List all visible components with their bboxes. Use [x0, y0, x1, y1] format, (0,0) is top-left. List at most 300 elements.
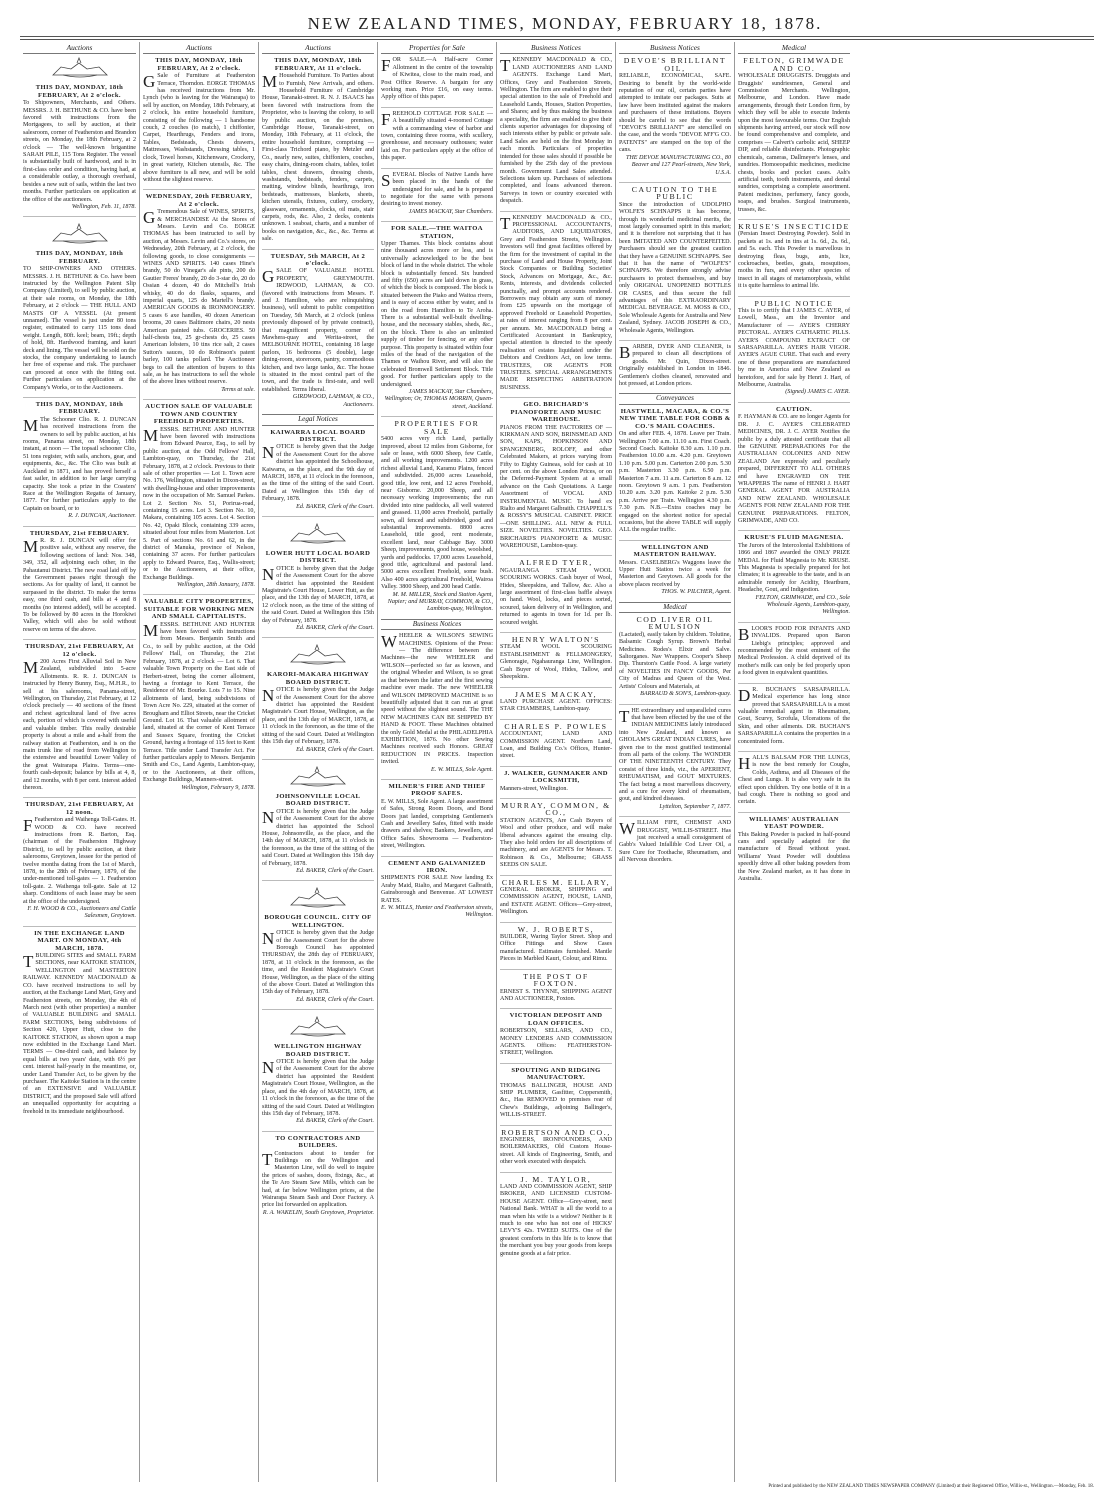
ad-signature: Ed. BAKER, Clerk of the Court.	[296, 1118, 374, 1125]
ad-text: This is to certify that I JAMES C. AYER, of Lowell, Mass., am the Inventor and Manufacturer of — AYER'S CHERRY PECTORAL. AYER'S CATHARTIC PILLS. AYER'S COMPOUND EXTRACT OF SARSAPARILLA. AYER'S HAIR VIGOR. AYER'S AGUE CURE. That each and every one of these preparations are manufactured by me in America and New Zealand as heretofore, and for sale by Henri J. Hart, of Melbourne, Australia.	[738, 308, 850, 389]
advertisement	[500, 1008, 612, 1057]
advertisement	[738, 57, 850, 214]
ad-body	[23, 659, 136, 792]
ad-body	[738, 543, 850, 595]
advertisement	[23, 797, 136, 921]
ad-title: THURSDAY, 21st FEBRUARY.	[29, 529, 130, 537]
advertisement	[738, 402, 850, 526]
ad-body	[738, 73, 850, 214]
ad-text: OR SALE.—A Half-acre Corner Allotment in the centre of the township of Kiwitea, close to the main road, and Post Office Reserve. A bargain for any working man. Price £16, on easy terms. Apply office of this paper.	[381, 57, 493, 101]
ad-body	[619, 820, 731, 864]
ad-signature: Ed. BAKER, Clerk of the Court.	[296, 746, 374, 753]
ad-title: THIS DAY, MONDAY, 18th FEBRUARY, At 11 o'clock.	[274, 57, 362, 72]
ad-title: ALFRED TYER,	[519, 558, 593, 568]
ad-text: GENERAL BROKER, SHIPPING and COMMISSION AGENT, HOUSE, LAND, and ESTATE AGENT. Offices—Grey-street, Wellington.	[500, 887, 612, 916]
drop-cap: N	[262, 686, 275, 706]
advertisement	[23, 57, 136, 211]
advertisement	[500, 687, 612, 714]
ad-text: Messrs. CASELBERG's Waggons leave the Upper Hutt Station twice a week for Masterton and Greytown. All goods for the above places received by	[619, 559, 731, 588]
ad-body	[738, 687, 850, 746]
advertisement	[619, 816, 731, 864]
ad-text: HE extraordinary and unparalleled cures that have been effected by the use of the INDIAN MEDICINES lately introduced into New Zealand, and known as GHOLAM'S GREAT INDIAN CURES, have given rise to the most gratified testimonial from all parts of the colony. The WONDER OF THE NINETEENTH CENTURY. They consist of three kinds, viz., the APERIENT, RHEUMATISM, and GOUT MIXTURES. The fact being a most marvellous discovery, and a cure for every kind of rheumatism, gout, and kindred diseases.	[619, 707, 731, 803]
ad-text: ACCOUNTANT, LAND AND COMMISSION AGENT. Northern Land, Loan, and Building Co.'s Offices, Hunter-street.	[500, 731, 612, 760]
advertisement	[262, 249, 374, 410]
ad-text: SALE OF VALUABLE HOTEL PROPERTY, GREYMOUTH. IRDWOOD, LAHMAN, & CO. (favored with instructions from Messrs. F. and J. Hamilton, who are relinquishing business), will submit to public competition on Tuesday, 5th March, at 2 o'clock (unless previously disposed of by private contract), that magnificent property, corner of Mawhera-quay and Werita-street, the MELBOURNE HOTEL, containing 18 large parlors, 16 bedrooms (5 double), large dining-room, storeroom, pantry, commodious kitchen, and two large tanks, &c. The house is situated in the most central part of the town, and the trade is first-rate, and well established. Terms liberal.	[262, 268, 374, 393]
drop-cap: F	[23, 816, 33, 836]
ad-body	[381, 799, 493, 851]
advertisement	[619, 57, 731, 177]
column-7	[734, 42, 853, 1482]
column-header: Medical	[738, 44, 850, 54]
ad-title: J. WALKER, GUNMAKER AND LOCKSMITH,	[504, 769, 608, 785]
drop-cap: M	[23, 536, 39, 556]
ad-text: ERNEST S. THYNNE, SHIPPING AGENT AND AUCTIONEER, Foxton.	[500, 988, 612, 1002]
ad-text: Since the introduction of UDOLPHO WOLFE'S SCHNAPPS it has become, through its wonderful medicinal merits, the most largely consumed spirit in this market; and it is therefore not surprising that it has been IMITATED AND COUNTERFEITED. Purchasers should see the greatest caution that they have a GENUINE SCHNAPPS. See that it has the name of "WOLFE'S" SCHNAPPS. We therefore strongly advise purchasers to protect themselves, and buy only ORIGINAL UNOPENED BOTTLES OR CASES, and thus secure the full advantages of this EXTRAORDINARY MEDICAL BEVERAGE. M. MOSS & CO., Sole Wholesale Agents for Australia and New Zealand, Sydney. JACOB JOSEPH & CO., Wholesale Agents, Wellington.	[619, 201, 731, 334]
advertisement	[262, 637, 374, 753]
ad-body	[262, 1151, 374, 1210]
ad-text: OTICE is hereby given that the Judge of the Assessment Court for the above district has appointed the Resident Magistrate's Court House, Wellington, as the place, and the 4th day of MARCH, 1878, at 11 o'clock in the forenoon, as the time of the sitting of the said Court. Dated at Wellington this 15th day of February, 1878.	[262, 1059, 374, 1117]
column-header: Business Notices	[500, 44, 612, 54]
ad-title: THIS DAY, MONDAY, 18th FEBRUARY, At 2 o'clock.	[155, 57, 243, 72]
advertisement	[500, 875, 612, 917]
drop-cap: W	[619, 819, 636, 839]
ad-body	[500, 989, 612, 1004]
drop-cap: T	[23, 952, 34, 972]
column-header: Auctions	[23, 44, 136, 54]
ad-title: J. M. TAYLOR,	[520, 1174, 592, 1184]
advertisement	[143, 189, 255, 394]
ad-signature: JAMES MACKAY, Star Chambers, Wellington; Or, THOMAS MORRIN, Queen-street, Auckland.	[384, 389, 493, 410]
ad-body	[381, 111, 493, 163]
column-header: Auctions	[262, 44, 374, 54]
masthead-rule-top	[20, 36, 1094, 37]
ad-text: ILLIAM FIFE, CHEMIST AND DRUGGIST, WILLIS-STREET. Has just received a small consignment of Gabb's Valued Infallible Cod Liver Oil, a Sure Cure for Toothache, Rheumatism, and all Nervous disorders.	[619, 820, 731, 864]
ad-title: WEDNESDAY, 20th FEBRUARY, At 2 o'clock.	[145, 193, 253, 208]
ad-text: To Shipowners, Merchants, and Others. MESSRS. J. H. BETHUNE & CO. have been favored with instructions from the Mortgagees, to sell by auction, at their salesroom, corner of Featherston and Brandon streets, on Monday, the 18th February, at 2 o'clock — The well-known brigantine SARAH PILE, 115 Tons Register. The vessel is substantially built of hardwood, and is in first-class order and condition, having had, at a considerable outlay, a thorough overhaul, besides a new suit of sails, within the last two months. Further particulars on application at the office of the auctioneers.	[23, 100, 136, 203]
ad-text: KENNEDY MACDONALD & CO., PROFESSIONAL ACCOUNTANTS, AUDITORS, AND LIQUIDATORS, Grey and Featherston Streets, Wellington. Investors will find great facilities offered by the firm for the investment of capital in the purchase of Land and House Property, Joint Stock Companies or Building Societies' Stock, Advances on Mortgage, &c., &c. Rents, interests, and dividends collected punctually, and prompt accounts rendered. Borrowers may obtain any sum of money from £25 upwards on the mortgage of approved Freehold or Leasehold Properties, at rates of interest ranging from 8 per cent. per annum. Mr. MACDONALD being a Certificated Accountant in Bankruptcy, special attention is directed to the speedy realisation of estates liquidated under the Debtors and Creditors Act, on low terms. TRUSTEES, OR AGENTS FOR TRUSTEES. SPECIAL ARRANGEMENTS MADE RESPECTING ARBITRATION BUSINESS.	[500, 214, 612, 391]
ad-title: SPOUTING AND RIDGING MANUFACTORY.	[511, 1066, 601, 1082]
ad-text: Manners-street, Wellington.	[500, 785, 568, 792]
advertisement	[143, 399, 255, 589]
advertisement	[738, 296, 850, 397]
ad-body	[262, 566, 374, 625]
advertisement	[500, 1063, 612, 1120]
drop-cap: M	[23, 658, 39, 678]
advertisement	[619, 616, 731, 698]
advertisement	[738, 530, 850, 616]
ad-text: BUILDING SITES and SMALL FARM SECTIONS, near KAITOKE STATION, WELLINGTON and MASTERTON RAILWAY. KENNEDY MACDONALD & CO. have received instructions to sell by auction, at the Exchange Land Mart, Grey and Featherston streets, on Monday, the 4th of March next (with other properties) a number of VALUABLE BUILDING and SMALL FARM SECTIONS, being subdivisions of Section 420, Upper Hutt, close to the KAITOKE STATION, as shown upon a map now exhibited in the Exchange Land Mart. TERMS — One-third cash, and balance by equal bills at two years' date, with 6½ per cent. interest half-yearly in the meantime, or, under Land Transfer Act, to be given by the purchaser. The Kaitoke Station is in the centre of an EXTENSIVE and VALUABLE DISTRICT, and the proposed Sale will afford an unequalled opportunity for acquiring a freehold in its immediate neighbourhood.	[23, 953, 136, 1115]
ad-body	[738, 626, 850, 678]
ad-body	[619, 708, 731, 804]
ad-text: (Lactated), easily taken by children. Tolutine, Balsamic Cough Syrup. Brown's Herbal Medicines. Rodes's Elixir and Salve. Saltorganes. Nav Wrappers. Cooper's Sheep Dip. Thurston's Cattle Food. A large variety of NOVELTIES IN FANCY GOODS, Per City of Madras and Queen of the West. Artists' Colours and Materials, at	[619, 631, 731, 690]
advertisement	[500, 555, 612, 627]
advertisement	[619, 340, 731, 388]
drop-cap: M	[23, 415, 39, 435]
ad-text: Upper Thames. This block contains about nine thousand acres more or less, and is universally acknowledged to be the best block of land in the whole district. The whole block is substantially fenced. Six hundred and fifty (650) acres are laid down in grass, of which the block is composed. The block is situated between the Piako and Waitoa rivers, and is easy of access either by water, and is on the road from Hamilton to Te Aroha. There is a substantial well-built dwelling-house, and the necessary stables, sheds, &c., on the block. There is also an unlimited supply of timber for fencing, or any other purpose. This property is situated within four miles of the head of the navigation of the Thames or Waihou River, and will also the celebrated Bromwell Settlement Block. Title good. For further particulars apply to the undersigned.	[381, 240, 493, 388]
ad-signature: E. W. MILLS, Sole Agent.	[431, 766, 493, 773]
section-header: Business Notices	[381, 619, 493, 630]
ad-body	[500, 731, 612, 761]
ad-body	[500, 425, 612, 551]
ad-text: WHOLESALE DRUGGISTS. Druggists and Druggists' sundriesmen, General and Commission Merchants. Wellington, Melbourne, and London. Have made arrangements, through their London firm, by which they will be able to execute Indents upon the most favourable terms. Our English shipments having arrived, our stock will now be found comprehensive and complete, and comprises — Calvert's carbolic acid, SHEEP DIP, and reliable disinfectants. Photographic chemicals, cameras, Dallmeyer's lenses, and sundries. Homoeopathic medicines, medicine chests, books and pocket cases. Ash's artificial teeth, tooth instruments, and dental sundries, comprising a complete assortment. Patent medicines, perfumery, fancy goods, soaps, and brushes. Surgical instruments, trusses, &c.	[738, 73, 850, 213]
ad-title: THURSDAY, 21st FEBRUARY, At 12 noon.	[25, 801, 134, 816]
ad-text: PIANOS FROM THE FACTORIES OF — KIRKMAN AND SON, BRINSMEAD AND SON, KAPS, HOPKINSON AND SPANGENBERG, ROLOFF, and other Celebrated Makers, at prices varying from Fifty to Eighty Guineas, sold for cash at 10 per cent. on the above London Prices, or on the Deferred-Payment System at a small advance on the Cash Quotations. A Large Assortment of VOCAL AND INSTRUMENTAL MUSIC To hand ex Rialto and Margaret Galbraith. CHAPPELL'S & ROSSY'S MUSICAL CABINET. PRICE—ONE SHILLING. ALL NEW & FULL SIZE. NOVELTIES. NOVELTIES. GEO. BRICHARD'S PIANOFORTE & MUSIC WAREHOUSE, Lambton-quay.	[500, 424, 612, 549]
ad-text: LAND AND COMMISSION AGENT, SHIP BROKER, AND LICENSED CUSTOM-HOUSE AGENT. Office—Grey-street, next National Bank. WHAT is all the world to a man when his wife is a widow? Neither is it much to one who has not one of HICKS' LEVY'S 42s. TWEED SUITS. One of the greatest comforts in this life is to know that the merchant you buy your goods from keeps genuine goods at a fair price.	[500, 1184, 612, 1257]
ad-signature: GIRDWOOD, LAHMAN, & CO., Auctioneers.	[292, 394, 374, 408]
drop-cap: M	[143, 620, 159, 640]
ad-title: DEVOE'S BRILLIANT OIL,	[623, 56, 727, 73]
advertisement	[500, 922, 612, 964]
drop-cap: B	[619, 343, 631, 363]
ad-signature: M. M. MILLER, Stock and Station Agent, Napier; and MURRAY, COMMON, & CO., Lambton-quay, Wellington.	[387, 591, 493, 613]
drop-cap: N	[262, 929, 275, 949]
ad-text: STEAM WOOL SCOURING ESTABLISHMENT & FELLMONGERY, Glenoragie, Ngahauranga Line, Wellington. Cash Buyer of Wool, Hides, Tallow, and Sheepskins.	[500, 644, 612, 681]
section-header: Conveyances	[619, 393, 731, 404]
advertisement	[381, 107, 493, 163]
advertisement	[262, 880, 374, 1004]
ad-body	[23, 953, 136, 1116]
ad-title: WELLINGTON AND MASTERTON RAILWAY.	[633, 543, 717, 559]
advertisement	[262, 1131, 374, 1217]
ad-title: AUCTION SALE OF VALUABLE TOWN AND COUNTRY FREEHOLD PROPERTIES.	[145, 403, 253, 426]
ad-body	[500, 215, 612, 393]
ad-text: 5400 acres very rich Land, partially improved, about 12 miles from Gisborne, for sale or lease, with 6000 Sheep, few Cattle, and all working improvements. 1200 acres richest alluvial Land, Karamu Plains, fenced and subdivided. 26,000 acres Leasehold, good title, low rent, and 12 acres Freehold, near Gisborne. 20,000 Sheep, and all necessary working improvements; the run divided into nine paddocks, all well watered and grassed. 11,000 acres Freehold, partially sown, all fenced and subdivided, good and substantial improvements. 8800 acres Leasehold, title good, rent moderate, excellent land, near Cabbage Bay. 3000 Sheep, improvements, good house, woolshed, yards and paddocks. 17,000 acres Leasehold, good title, agricultural and pastoral land. 5000 acres excellent Freehold, some bush. Also 400 acres agricultural Freehold, Wairoa Valley. 3800 Sheep, and 200 head Cattle.	[381, 436, 493, 591]
ad-text: On and after FEB. 4, 1878. Leave per Train. Wellington 7.00 a.m. 11.10 a.m. First Coach. Second Coach. Kaitoke 8.30 a.m. 1.10 p.m. Featherston 10.00 a.m. 4.20 p.m. Greytown 1.10 p.m. 5.00 p.m. Carterton 2.00 p.m. 5.30 p.m. Masterton 3.30 p.m. 6.50 p.m. Masterton 7 a.m. 11 a.m. Carterton 8 a.m. 12 noon. Greytown 9 a.m. 1 p.m. Featherston 10.20 a.m. 3.20 p.m. Kaitoke 2 p.m. 5.30 p.m. Arrive per Train. Wellington 4.30 p.m. 7.30 p.m. N.B.—Extra coaches may be engaged on the shortest notice for special occasions, but the above TABLE will supply ALL the regular traffic.	[619, 431, 731, 534]
column-header: Business Notices	[619, 44, 731, 54]
advertisement	[381, 168, 493, 216]
drop-cap: T	[619, 706, 630, 726]
drop-cap: F	[381, 109, 391, 129]
ad-body	[619, 632, 731, 691]
ad-title: HENRY WALTON'S	[511, 635, 601, 645]
masthead-rule-bottom	[20, 39, 1094, 40]
ad-body	[619, 560, 731, 590]
ad-signature: R. J. DUNCAN, Auctioneer.	[68, 513, 136, 520]
advertisement	[262, 516, 374, 632]
ad-title: GEO. BRICHARD'S PIANOFORTE AND MUSIC WAREHOUSE.	[510, 401, 602, 424]
ad-title: FELTON, GRIMWADE AND CO.	[743, 56, 845, 73]
ad-body	[500, 1137, 612, 1167]
section-header: Medical	[619, 602, 731, 613]
advertisement	[381, 856, 493, 920]
ad-signature: BARRAUD & SON'S, Lambton-quay.	[640, 691, 731, 698]
advertisement	[738, 683, 850, 746]
advertisement	[738, 751, 850, 807]
ad-body	[23, 266, 136, 392]
ad-signature: THE DEVOE MANUFACTURING CO., 80 Beaver and 127 Pearl-streets, New York, U.S.A.	[626, 154, 731, 176]
ad-text: NGAURANGA STEAM WOOL SCOURING WORKS. Cash buyer of Wool, Hides, Sheepskins, and Tallow, &c. Also a large assortment of first-class baffle always on hand. Wool, locks, and pieces sorted, scoured, taken delivery of in Wellington, and returned to agents in town for 1d. per lb. scoured weight.	[500, 567, 612, 626]
ad-body	[619, 431, 731, 535]
ad-body	[500, 1184, 612, 1258]
drop-cap: D	[738, 685, 751, 705]
ad-title: KAIWARRA LOCAL BOARD DISTRICT.	[270, 428, 366, 443]
ad-text: REEHOLD COTTAGE FOR SALE — A beautifully situated 4-roomed Cottage with a commanding view of harbor and town, containing three rooms, with scullery, greenhouse, and necessary outhouses; water laid on. For particulars apply at the office of this paper.	[381, 110, 493, 162]
section-header: Legal Notices	[262, 414, 374, 425]
ad-title: HASTWELL, MACARA, & CO.'S NEW TIME TABLE FOR COBB & CO.'S MAIL COACHES.	[619, 407, 731, 430]
ad-text: OTICE is hereby given that the Judge of the Assessment Court for the above district has appointed the Schoolhouse, Kaiwarra, as the place, and the 9th day of MARCH, 1878, at 11 o'clock in the forenoon, as the time of the sitting of the said Court. Dated at Wellington this 15th day of February, 1878.	[262, 444, 374, 503]
ad-text: ROBERTSON, SELLARS, AND CO., MONEY LENDERS AND COMMISSION AGENTS. Offices: FEATHERSTON-STREET, Wellington.	[500, 1028, 612, 1057]
ad-text: The Jurors of the Intercolonial Exhibitions of 1866 and 1867 awarded the ONLY PRIZE MEDAL for Fluid Magnesia to Mr. KRUSE. This Magnesia is specially prepared for hot climates; it is agreeable to the taste, and is an admirable remedy for Acidity, Heartburn, Headache, Gout, and Indigestion.	[738, 542, 850, 594]
ad-body	[262, 444, 374, 503]
ad-body	[143, 73, 255, 184]
ad-text: (Persian Insect Destroying Powder). Sold in packets at 1s. and in tins at 1s. 6d., 2s. 6d., and 5s. each. This Powder is marvellous in destroying fleas, bugs, ants, lice, cockroaches, beetles, gnats, mosquitoes, moths in furs, and every other species of insect in all stages of metamorphosis, whilst it is quite harmless to animal life.	[738, 231, 850, 290]
ad-signature: Terms at sale.	[221, 386, 255, 393]
ad-body	[619, 73, 731, 154]
ad-body	[738, 231, 850, 290]
ad-body	[23, 817, 136, 906]
advertisement	[738, 812, 850, 884]
drop-cap: M	[262, 72, 278, 92]
column-3	[258, 42, 377, 1482]
ad-body	[381, 57, 493, 101]
ad-text: 200 Acres First Alluvial Soil in New Zealand, subdivided into 5-acre Allotments. R. R. J. DUNCAN is instructed by Henry Bunny, Esq., M.H.R., to sell at his salerooms, Panama-street, Wellington, on Thursday, 21st February, at 12 o'clock precisely — 40 sections of the finest and richest agricultural land of five acres each, portion of which is covered with useful and valuable timber. This really desirable property is about a mile and a-half from the railway station at Featherston, and is on the main trunk line of road from Wellington to the extensive and beautiful Lower Valley of the great Wairarapa Plains. Terms—one-fourth cash-deposit; balance by bills at 4, 8, and 12 months, with 8 per cent. interest added thereon.	[23, 659, 136, 791]
advertisement	[619, 182, 731, 335]
imprint-footer: Printed and published by the NEW ZEALAND TIMES NEWSPAPER COMPANY (Limited) at their Registered Office, Willis-st., Wellington.—Monday, Feb. 18.	[768, 1484, 1094, 1489]
drop-cap: M	[143, 425, 159, 445]
ad-title: IN THE EXCHANGE LAND MART. ON MONDAY, 4th MARCH, 1878.	[34, 929, 125, 952]
drop-cap: G	[143, 208, 156, 228]
ad-signature: Ed. BAKER, Clerk of the Court.	[296, 625, 374, 632]
drop-cap: G	[143, 72, 156, 92]
ad-body	[619, 344, 731, 388]
ad-body	[500, 1083, 612, 1120]
advertisement	[262, 759, 374, 875]
ad-body	[381, 241, 493, 389]
ad-text: Featherston and Waihenga Toll-Gates. H. WOOD & CO. have received instructions from R. Barton, Esq. (chairman of the Featherston Highway District), to sell by public auction, at their salerooms, Greytown, lessee for the period of twelve months dating from the 1st of March, 1878, to the 28th of February, 1879, of the under-mentioned toll-gates — 1. Featherston toll-gate. 2. Waihenga toll-gate. Sale at 12 sharp. Conditions of each lease may be seen at the office of the undersigned.	[23, 817, 136, 905]
ad-body	[381, 875, 493, 905]
advertisement	[500, 632, 612, 681]
advertisement	[23, 216, 136, 392]
ship-illustration-icon	[287, 766, 349, 790]
advertisement	[381, 416, 493, 614]
drop-cap: W	[381, 632, 398, 652]
advertisement	[500, 719, 612, 761]
ad-title: KRUSE'S INSECTICIDE	[738, 221, 850, 231]
ad-title: BOROUGH COUNCIL. CITY OF WELLINGTON.	[264, 914, 372, 929]
ad-text: ALL'S BALSAM FOR THE LUNGS, is now the best remedy for Coughs, Colds, Asthma, and all Diseases of the Chest and Lungs. It is also very safe in its effect upon children. Try one bottle of it in a bad cough. There is nothing so good and certain.	[738, 754, 850, 806]
ad-title: VALUABLE CITY PROPERTIES, SUITABLE FOR WORKING MEN AND SMALL CAPITALISTS.	[143, 598, 255, 621]
drop-cap: T	[500, 56, 511, 76]
ad-signature: FELTON, GRIMWADE, and CO., Sole Wholesale Agents, Lambton-quay, Wellington.	[755, 594, 850, 616]
ad-title: TUESDAY, 5th MARCH, At 2 o'clock.	[270, 252, 366, 267]
ad-title: THIS DAY, MONDAY, 18th FEBRUARY.	[35, 401, 124, 416]
advertisement	[381, 221, 493, 411]
advertisement	[143, 57, 255, 184]
ad-title: WELLINGTON HIGHWAY BOARD DISTRICT.	[274, 1043, 362, 1058]
advertisement	[23, 926, 136, 1116]
advertisement	[500, 1172, 612, 1258]
ad-body	[500, 57, 612, 205]
ad-text: THOMAS BALLINGER, HOUSE AND SHIP PLUMBER, Gasfitter, Coppersmith, &c., Has REMOVED to premises rear of Chew's Buildings, adjoining Ballinger's, WILLIS-STREET.	[500, 1082, 612, 1119]
ad-title: FOR SALE.—THE WAITOA STATION,	[391, 225, 483, 240]
ship-illustration-icon	[287, 523, 349, 547]
ad-title: CHARLES M. ELLARY,	[501, 877, 611, 887]
ad-title: THIS DAY, MONDAY, 18th FEBRUARY.	[35, 250, 124, 265]
ad-signature: E. W. MILLS, Hunter and Featherston streets, Wellington.	[381, 905, 493, 919]
advertisement	[500, 1125, 612, 1167]
ad-signature: (Signed) JAMES C. AYER.	[785, 389, 850, 396]
masthead-title: NEW ZEALAND TIMES, MONDAY, FEBRUARY 18, 1878.	[307, 14, 823, 33]
ad-text: OTICE is hereby given that the Judge of the Assessment Court for the above district has appointed the School House, Johnsonville, as the place, and the 14th day of MARCH, 1878, at 11 o'clock in the forenoon, as the time of the sitting of the said Court. Dated at Wellington this 15th day of February, 1878.	[262, 808, 374, 867]
ad-body	[262, 73, 374, 243]
ad-text: LAND PURCHASE AGENT. OFFICES: STAR CHAMBERS, Lambton-quay.	[500, 698, 612, 713]
ad-text: Sale of Furniture at Featherston Terrace, Thorndon. EORGE THOMAS has received instructions from Mr. Lynch (who is leaving for the Wairarapa) to sell by auction, on Monday, 18th February, at 2 o'clock, his entire household furniture, consisting of the following — 1 handsome couch, 2 couches (to match), 1 chiffonier, Carpet, Hearthrugs, Fenders and irons, Tables, Bedsteads, Chests drawers, Mattresses, Washstands, Dressing tables, 1 clock, Towel horses, Kitchenware, Crockery, in great variety, Kitchen utensils, &c. The above furniture is all new, and will be sold without the slightest reserve.	[143, 73, 255, 183]
drop-cap: S	[381, 170, 391, 190]
ad-body	[500, 644, 612, 681]
ad-text: F. HAYMAN & CO. are no longer Agents for DR. J. C. AYER'S CELEBRATED MEDICINES, DR. J. C. AYER Notifies the public by a duly attested certificate that all the GENUINE PREPARATIONS For the AUSTRALIAN COLONIES AND NEW ZEALAND Are expressly and peculiarly prepared, DIFFERENT TO ALL OTHERS and have ENGRAVED ON THE WRAPPERS The name of HENRI J. HART GENERAL AGENT FOR AUSTRALIA AND NEW ZEALAND. WHOLESALE AGENTS FOR NEW ZEALAND FOR THE GENUINE PREPARATIONS. FELTON, GRIMWADE, AND CO.	[738, 414, 850, 524]
ad-title: KARORI-MAKARA HIGHWAY BOARD DISTRICT.	[266, 671, 370, 686]
column-header: Auctions	[143, 44, 255, 54]
ad-body	[381, 633, 493, 766]
ad-title: JAMES MACKAY,	[514, 689, 598, 699]
ad-body	[262, 930, 374, 997]
ad-body	[381, 172, 493, 209]
advertisement	[738, 622, 850, 678]
ship-illustration-icon	[49, 57, 111, 81]
ad-body	[23, 100, 136, 204]
ad-body	[262, 687, 374, 746]
ad-signature: JAMES MACKAY, Star Chambers.	[408, 208, 493, 215]
ad-body	[262, 268, 374, 394]
advertisement	[381, 633, 493, 774]
ad-title: KRUSE'S FLUID MAGNESIA.	[744, 534, 844, 542]
ad-title: TO CONTRACTORS AND BUILDERS.	[275, 1134, 361, 1150]
drop-cap: F	[381, 56, 391, 76]
advertisement	[619, 540, 731, 597]
ad-title: WILLIAMS' AUSTRALIAN YEAST POWDER.	[749, 815, 839, 831]
ad-signature: Wellington, 28th January, 1878.	[177, 582, 255, 589]
ad-text: EVERAL Blocks of Native Lands have been placed in the hands of the undersigned for sale, and he is prepared to negotiate for the same with persons desiring to invest money.	[381, 171, 493, 208]
ad-body	[143, 622, 255, 785]
ship-illustration-icon	[287, 887, 349, 911]
ad-title: PUBLIC NOTICE	[754, 298, 834, 308]
column-2	[139, 42, 258, 1482]
drop-cap: T	[500, 213, 511, 233]
ad-title: COD LIVER OIL EMULSION	[636, 615, 714, 632]
drop-cap: N	[262, 564, 275, 584]
ad-body	[500, 1028, 612, 1058]
advertisement	[500, 969, 612, 1004]
ad-body	[143, 209, 255, 387]
drop-cap: G	[262, 267, 275, 287]
ad-title: MURRAY, COMMON, & CO.,	[501, 800, 611, 818]
ad-title: CAUTION TO THE PUBLIC	[631, 184, 719, 202]
newspaper-columns	[20, 42, 1094, 1482]
ad-text: OTICE is hereby given that the Judge of the Assessment Court for the above Borough Council has appointed THURSDAY, the 28th day of FEBRUARY, 1878, at 11 o'clock in the forenoon, as the time, and the Resident Magistrate's Court House, Wellington, as the place of the sitting of the above Court. Dated at Wellington this 15th day of February, 1878.	[262, 930, 374, 996]
ad-body	[500, 568, 612, 627]
ad-body	[500, 818, 612, 870]
ad-title: CHARLES P. POWLES	[504, 721, 608, 731]
ad-body	[381, 436, 493, 592]
ad-text: TO SHIP-OWNERS AND OTHERS. MESSRS. J. H. BETHUNE & Co. have been instructed by the Wellington Patent Slip Company (Limited), to sell by public auction, at their sale rooms, on Monday, the 18th February, at 2 o'clock — THE HULL AND MASTS OF A VESSEL (At present unnamed). The vessel is just under 80 tons register, estimated to carry 115 tons dead weight. Length, 80ft. keel; beam, 19ft.; depth of hold, 8ft. Hardwood framing, and kauri deck and lining. The vessel will be sold on the stocks, the company undertaking to launch her free of expense and risk. The purchaser can proceed at once with the fitting out. Further particulars on application at the Company's Works, or to the Auctioneers.	[23, 266, 136, 391]
drop-cap: N	[262, 443, 275, 463]
ad-title: THE POST OF FOXTON.	[523, 971, 589, 989]
advertisement	[381, 779, 493, 851]
drop-cap: T	[262, 1149, 273, 1169]
ad-signature: THOS. W. PILCHER, Agent.	[661, 589, 731, 596]
ad-body	[23, 538, 136, 634]
ad-text: HEELER & WILSON'S SEWING MACHINES. Opinions of the Press:— The difference between the Machines—the new WHEELER and WILSON—perfected so far as known, and the original Wheeler and Wilson, is so great as that between the latter and the first sewing machine ever made. The new WHEELER and WILSON IMPROVED MACHINE is so beautifully adjusted that it can run at great speed without the slightest sound. The THE NEW MACHINES CAN BE SHIPPED BY HAND & FOOT. These Machines obtained the only Gold Medal at the PHILADELPHIA EXHIBITION, 1876. No other Sewing Machines received such Honors. GREAT REDUCTION IN PRICES. Inspection invited.	[381, 633, 493, 766]
ad-signature: Ed. BAKER, Clerk of the Court.	[296, 867, 374, 874]
ad-text: STATION AGENTS, Are Cash Buyers of Wool and other produce, and will make liberal advances against the ensuing clip. They also hold orders for all descriptions of machinery, and are AGENTS for Messrs. T. Robinson & Co., Melbourne; GRASS SEEDS ON SALE.	[500, 817, 612, 869]
drop-cap: N	[262, 807, 275, 827]
ad-text: Tremendous Sale of WINES, SPIRITS, & MERCHANDISE At the Stores of Messrs. Levin and Co. EORGE THOMAS has been instructed to sell by auction, at Messrs. Levin and Co.'s stores, on Wednesday, 20th February, at 2 o'clock, the following goods, to close consignments — WINES AND SPIRITS. 140 cases Hine's brandy, 50 do Vinegar's ale pints, 200 do Gautier Freres' brandy, 20 do 3-star do, 20 do Ossian 4 dozen, 40 do Mitchell's Irish whisky, 40 do do flasks, squares, and imperial quarts, 125 do Martell's brandy. AMERICAN GOODS & IRONMONGERY. 5 cases 6 axe handles, 40 dozen American brooms, 20 cases Baltimore chairs, 20 nests American painted tubs. GROCERIES. 50 half-chests tea, 25 gr-chests do, 25 cases American lobsters, 10 tins rice salt, 2 cases Sutton's sauces, 10 do Robinson's patent barley, 100 tanks pollard. The Auctioneer begs to call the attention of buyers to this sale, as he has instructions to sell the whole of the above lines without reserve.	[143, 209, 255, 386]
advertisement	[500, 57, 612, 205]
ad-text: E. W. MILLS, Sole Agent. A large assortment of Safes, Strong Room Doors, and Bond Doors just landed, comprising Gentlemen's Cash and Jewellery Safes, fitted with inside drawers and shelves; Bankers, Jewellers, and Office Safes. Showrooms — Featherston-street, Wellington.	[381, 798, 493, 850]
ad-title: PROPERTIES FOR SALE	[394, 419, 480, 436]
drop-cap: B	[738, 624, 750, 644]
ad-text: R. R. J. DUNCAN will offer for positive sale, without any reserve, the following sections of land: Nos. 348, 349, 352, all adjoining each other, in the Pahautanui District. The new road laid off by the Government passes right through the sections. As for quality of land, it cannot be surpassed in the district. To make the terms easy, one third cash, and bills at 4 and 8 months (no interest added), will be accepted. To be followed by 80 acres in the Horokiwi Valley, which will also be sold without reserve on terms of the above.	[23, 537, 136, 633]
ship-illustration-icon	[287, 1016, 349, 1040]
ad-title: ROBERTSON AND CO.,	[501, 1127, 611, 1137]
drop-cap: N	[262, 1058, 275, 1078]
column-5	[496, 42, 615, 1482]
ad-text: ESSRS. BETHUNE AND HUNTER have been favored with instructions from Messrs. Benjamin Smith and Co., to sell by public auction, at the Odd Fellows' Hall, on Thursday, the 21st February, 1878, at 2 o'clock — Lot 6. That valuable Town Property on the East side of Herbert-street, being the corner allotment, having a frontage to Kent Terrace, the Residence of Mr. Bourke. Lots 7 to 15. Nine allotments of land, being subdivisions of Town Acre No. 229, situated at the corner of Brougham and Elliot Streets, near the Cricket Ground. Lot 16. That valuable allotment of land, situated at the corner of Kent Terrace and Sussex Square, fronting the Cricket Ground, having a frontage of 115 feet to Kent Terrace. Title under Land Transfer Act. For further particulars apply to Messrs. Benjamin Smith and Co., Land Agents, Lambton-quay, or to the Auctioneers, at their offices, Exchange Buildings, Manners-street.	[143, 621, 255, 784]
ad-body	[738, 308, 850, 389]
ad-text: RELIABLE, ECONOMICAL, SAFE. Desiring to benefit by the world-wide reputation of our oil, certain parties have attempted to imitate our packages. Suits at law have been instituted against the makers and purchasers of these imitations. Buyers should be careful to see that the words "DEVOE'S BRILLIANT" are stencilled on the case, and the words "DEVOE M'F'G CO. PATENTS" are stamped on the top of the cans.	[619, 73, 731, 154]
ad-title: THIS DAY, MONDAY, 18th FEBRUARY, At 2 o'clock.	[35, 84, 124, 99]
ad-title: MILNER'S FIRE AND THIEF PROOF SAFES.	[388, 782, 486, 798]
ad-body	[143, 427, 255, 583]
ad-title: CAUTION.	[776, 405, 812, 413]
ad-title: CEMENT AND GALVANIZED IRON.	[388, 859, 486, 875]
ad-title: VICTORIAN DEPOSIT AND LOAN OFFICES.	[509, 1012, 603, 1027]
ad-signature: Wellington, Feb. 11, 1878.	[71, 203, 136, 210]
ad-body	[500, 934, 612, 964]
ad-body	[500, 887, 612, 917]
ad-body	[23, 417, 136, 513]
ad-title: LOWER HUTT LOCAL BOARD DISTRICT.	[265, 549, 371, 565]
ad-title: THURSDAY, 21st FEBRUARY, At 12 o'clock.	[25, 643, 134, 658]
advertisement	[143, 594, 255, 792]
ship-illustration-icon	[287, 644, 349, 668]
ad-text: ESSRS. BETHUNE AND HUNTER have been favored with instructions from Edward Pearce, Esq., to sell by public auction, at the Odd Fellows' Hall, Lambton-quay, on Thursday, the 21st February, 1878, at 2 o'clock. Previous to their sale of other properties — Lot 1. Town acre No. 176, Wellington, situated in Dixon-street, with dwelling-house and other improvements now in the occupation of Mr. Samuel Parkes. Lot 2. Section No. 51, Porirua-road, containing 15 acres. Lot 3. Section No. 10, Makara, containing 105 acres. Lot 4. Section No. 42, Opaki Block, containing 339 acres, situated about four miles from Masterton. Lot 5. Part of sections No. 61 and 62, in the district of Manuka, province of Nelson, containing 37 acres. For further particulars apply to Edward Pearce, Esq., Wallis-street; or to the Auctioneers, at their office, Exchange Buildings.	[143, 426, 255, 581]
ad-signature: Ed. BAKER, Clerk of the Court.	[296, 503, 374, 510]
column-header: Properties for Sale	[381, 44, 493, 54]
ad-text: OTICE is hereby given that the Judge of the Assessment Court for the above district has appointed the Resident Magistrate's Court House, Lower Hutt, as the place, and the 13th day of MARCH, 1878, at 12 o'clock noon, as the time of the sitting of the said Court. Dated at Wellington this 15th day of February, 1878.	[262, 565, 374, 624]
ad-text: This Baking Powder is packed in half-pound cans and specially adapted for the manufacture of Bread without yeast. Williams' Yeast Powder will doubtless speedily drive all other baking powders from the New Zealand market, as it has done in Australia.	[738, 831, 850, 883]
advertisement	[23, 639, 136, 792]
ad-signature: Ed. BAKER, Clerk of the Court.	[296, 996, 374, 1003]
ad-body	[619, 202, 731, 335]
ad-body	[738, 832, 850, 884]
ad-text: SHIPMENTS FOR SALE Now landing Ex Araby Maid, Rialto, and Margaret Galbraith, Gainsborough and Benvenue. AT LOWEST RATES.	[381, 875, 493, 904]
ad-body	[500, 699, 612, 714]
ad-body	[262, 809, 374, 868]
advertisement	[23, 526, 136, 635]
column-4	[377, 42, 496, 1482]
ad-body	[738, 755, 850, 807]
advertisement	[619, 408, 731, 535]
ship-illustration-icon	[49, 223, 111, 247]
ad-body	[500, 786, 612, 793]
advertisement	[381, 57, 493, 101]
ad-text: The Schooner Clio. R. J. DUNCAN has received instructions from the owners to sell by public auction, at his rooms, Panama street, on Monday, 18th instant, at noon — The topsail schooner Clio, 51 tons register, with sails, anchors, gear, and equipments, &c., &c. The Clio was built at Auckland in 1871, and has proved herself a fast sailer, in addition to her large carrying capacity. She took a prize in the Coasters' Race at the Wellington Regatta of January, 1877. For further particulars apply to the Captain on board, or to	[23, 416, 136, 512]
advertisement	[619, 704, 731, 812]
ad-text: KENNEDY MACDONALD & CO., LAND AUCTIONEERS AND LAND AGENTS. Exchange Land Mart, Offices, Grey and Featherston Streets, Wellington. The firm are enabled to give their special attention to the sale of Freehold and Leasehold Lands, Houses, Station Properties, and Shares; and by thus making the business a speciality, the firm are enabled to give their clients superior advantages for disposing of such interests either by public or private sale. Land Sales are held on the first Monday in each month. Particulars of properties intended for those sales should if possible be furnished by the 25th day of the previous month. Government Land Sales attended. Selections taken up. Purchases of selections completed, and loans advanced thereon. Surveys in town or country executed with despatch.	[500, 57, 612, 205]
column-1	[20, 42, 139, 1482]
advertisement	[23, 397, 136, 521]
ad-body	[262, 1059, 374, 1118]
ad-title: W. J. ROBERTS,	[517, 924, 595, 934]
ad-text: OTICE is hereby given that the Judge of the Assessment Court for the above district has appointed the Resident Magistrate's Court House, Wellington, as the place, and the 13th day of MARCH, 1878, at 11 o'clock in the forenoon, as the time of the sitting of the said Court. Dated at Wellington this 15th day of February, 1878.	[262, 687, 374, 746]
advertisement	[500, 798, 612, 870]
ad-signature: F. H. WOOD & CO., Auctioneers and Cattle Salesmen, Greytown.	[27, 906, 136, 920]
advertisement	[262, 429, 374, 511]
ad-text: Contractors about to tender for Buildings on the Wellington and Masterton Line, will do well to inquire the prices of sashes, doors, fixings, &c., at the Te Aro Steam Saw Mills, which can be had, at far below Wellington prices, at the Wairarapa Steam Sash and Door Factory. A price list forwarded on application.	[262, 1150, 374, 1209]
ad-text: LOOR'S FOOD FOR INFANTS AND INVALIDS. Prepared upon Baron Liebig's principles; approved and recommended by the most eminent of the Medical Profession. A child deprived of its mother's milk can only be fed properly upon a food given in equivalent quantities.	[738, 625, 850, 677]
advertisement	[500, 766, 612, 793]
